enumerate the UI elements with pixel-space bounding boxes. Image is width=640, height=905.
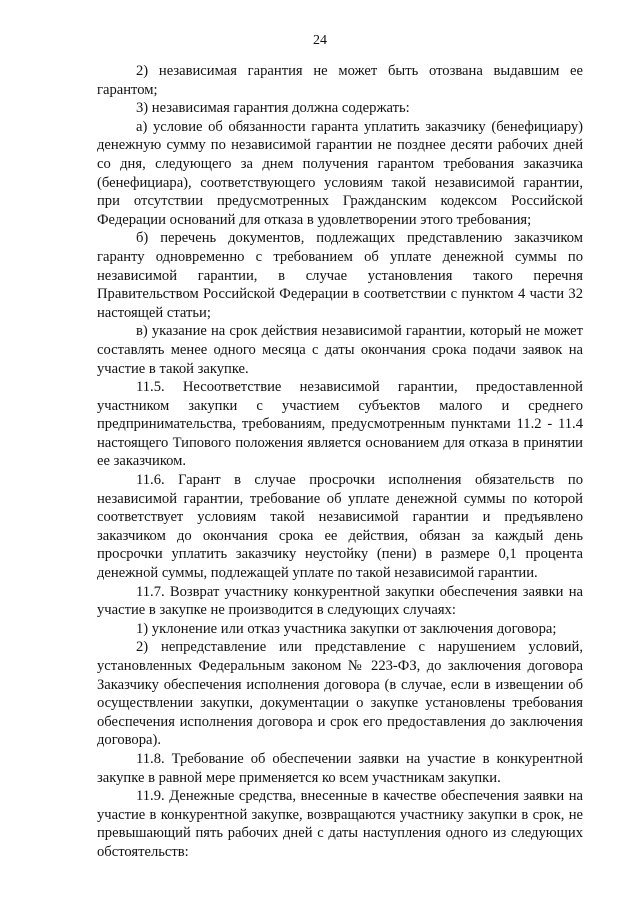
paragraph-11-8: 11.8. Требование об обеспечении заявки на участие в конкурентной закупке в равной мере применяется ко всем участникам закупки.	[97, 750, 583, 786]
paragraph-subitem-v: в) указание на срок действия независимой гарантии, который не может составлять менее одного месяца с даты окончания срока подачи заявок на участие в такой закупке.	[97, 323, 583, 377]
paragraph-11-9: 11.9. Денежные средства, внесенные в качестве обеспечения заявки на участие в конкурентной закупке, возвращаются участнику закупки в срок, не превышающий пять рабочих дней с даты наступления одного из следующих обстоятельств:	[97, 788, 583, 860]
paragraph-subitem-a: а) условие об обязанности гаранта уплатить заказчику (бенефициару) денежную сумму по независимой гарантии не позднее десяти рабочих дней со дня, следующего за днем получения гарантом требования заказчика (бенефициара), соответствующего условиям такой независимой гарантии, при отсутствии предусмотренных Гражданским кодексом Российской Федерации оснований для отказа в удовлетворении этого требования;	[97, 118, 583, 228]
document-body	[97, 62, 583, 862]
paragraph-guarantee-irrevocable: 2) независимая гарантия не может быть отозвана выдавшим ее гарантом;	[97, 63, 583, 98]
paragraph-11-6: 11.6. Гарант в случае просрочки исполнения обязательств по независимой гарантии, требование об уплате денежной суммы по которой соответствует условиям такой независимой гарантии и предъявлено заказчиком до окончания срока ее действия, обязан за каждый день просрочки уплатить заказчику неустойку (пени) в размере 0,1 процента денежной суммы, подлежащей уплате по такой независимой гарантии.	[97, 472, 583, 582]
paragraph-11-5: 11.5. Несоответствие независимой гарантии, предоставленной участником закупки с участием субъектов малого и среднего предпринимательства, требованиям, предусмотренным пунктами 11.2 - 11.4 настоящего Типового положения является основанием для отказа в принятии ее заказчиком.	[97, 379, 583, 470]
paragraph-11-7-item-1: 1) уклонение или отказ участника закупки от заключения договора;	[136, 620, 557, 637]
paragraph-guarantee-contents: 3) независимая гарантия должна содержать:	[136, 100, 410, 117]
paragraph-11-7: 11.7. Возврат участнику конкурентной закупки обеспечения заявки на участие в закупке не производится в следующих случаях:	[97, 583, 583, 619]
paragraph-11-7-item-2: 2) непредставление или представление с нарушением условий, установленных Федеральным законом № 223-ФЗ, до заключения договора Заказчику обеспечения исполнения договора (в случае, если в извещении об осуществлении закупки, документации о закупке установлены требования обеспечения исполнения договора и срок его предоставления до заключения договора).	[97, 639, 583, 749]
page-number: 24	[313, 33, 327, 48]
paragraph-subitem-b: б) перечень документов, подлежащих представлению заказчиком гаранту одновременно с требованием об уплате денежной суммы по независимой гарантии, в случае установления такого перечня Правительством Российской Федерации в соответствии с пунктом 4 части 32 настоящей статьи;	[97, 230, 583, 321]
